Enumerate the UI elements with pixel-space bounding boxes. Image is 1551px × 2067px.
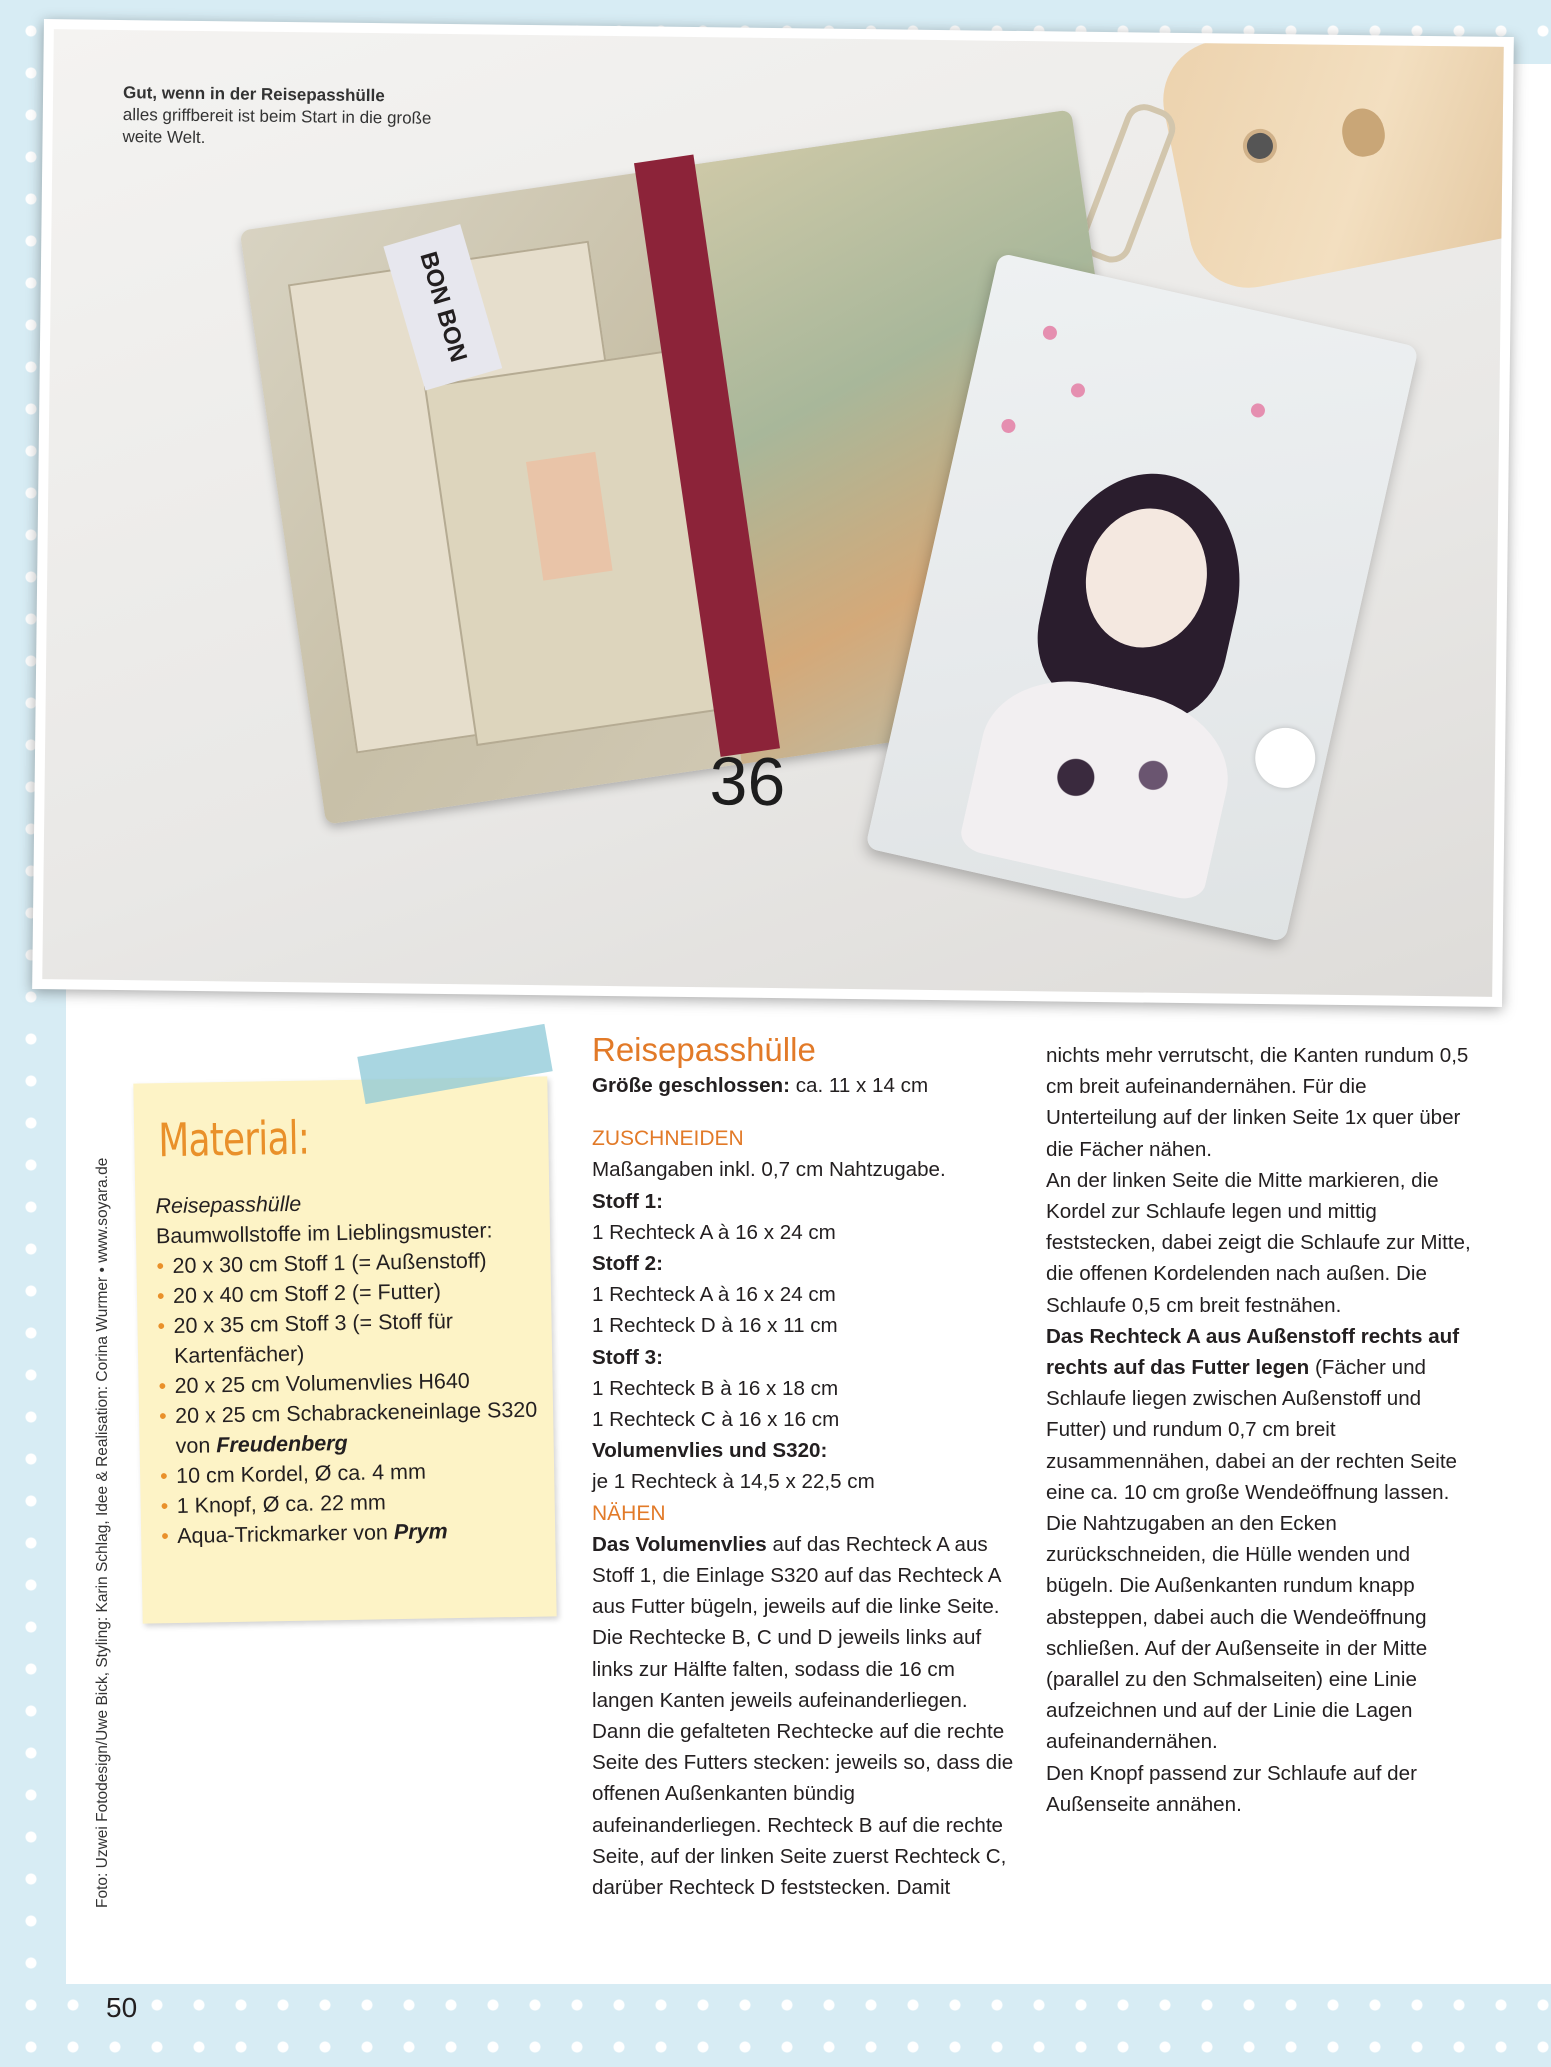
pompom-button — [1249, 722, 1321, 794]
photo-credit: Foto: Uzwei Fotodesign/Uwe Bick, Styling: Karin Schlag, Idee & Realisation: Corina Wurmer • www.soyara.de — [94, 1157, 111, 1908]
section-heading-naehen: NÄHEN — [592, 1501, 666, 1525]
stoff2-label: Stoff 2: — [592, 1252, 663, 1276]
material-item — [161, 1515, 541, 1552]
vlies-label: Volumenvlies und S320: — [592, 1439, 828, 1463]
material-item: • 20 x 40 cm Stoff 2 (= Futter) — [157, 1275, 537, 1312]
stoff3-label: Stoff 3: — [592, 1345, 663, 1369]
size-line — [592, 1070, 1022, 1101]
smartphone-image — [1153, 29, 1504, 298]
photo-scene — [42, 29, 1503, 997]
blossom-dot — [1042, 324, 1059, 341]
caption-bold: Gut, wenn in der Reisepasshülle — [122, 83, 385, 106]
vlies-line: je 1 Rechteck à 14,5 x 22,5 cm — [592, 1470, 875, 1494]
material-items — [156, 1245, 541, 1552]
paragraph-2: nichts mehr verrutscht, die Kanten rundum 0,5 cm breit aufeinandernähen. Für die Unterteilung auf der linken Seite 1x quer über die Fächer nähen. — [1046, 1044, 1469, 1161]
material-item-text: 20 x 25 cm Schabrackeneinlage S320 von — [174, 1397, 538, 1458]
material-title: Material: — [157, 1110, 310, 1168]
apple-logo-icon — [1338, 105, 1389, 160]
size-label: Größe geschlossen: — [592, 1074, 790, 1097]
zuschneiden-note: Maßangaben inkl. 0,7 cm Nahtzugabe. — [592, 1158, 946, 1182]
paragraph-5: Den Knopf passend zur Schlaufe auf der Außenseite annähen. — [1046, 1761, 1417, 1816]
camera-icon — [1240, 126, 1280, 166]
material-note — [133, 1076, 556, 1623]
stoff2-line: 1 Rechteck A à 16 x 24 cm — [592, 1283, 836, 1307]
brand-name: Freudenberg — [216, 1430, 348, 1458]
size-value: ca. 11 x 14 cm — [795, 1074, 929, 1097]
blossom-dot — [1070, 382, 1087, 399]
p1-text: auf das Rechteck A aus Stoff 1, die Einlage S320 auf das Rechteck A aus Futter bügeln, jeweils auf die linke Seite. Die Rechtecke B, C und D jeweils links auf links zur Hälfte falten, sodass die 16 cm langen Kanten jeweils aufeinanderliegen. Dann die gefalteten Rechtecke auf die rechte Seite des Futters stecken: jeweils so, dass die offenen Außenkanten bündig aufeinanderliegen. Rechteck B auf die rechte Seite, auf der linken Seite zuerst Rechteck C, darüber Rechteck D feststecken. Damit — [592, 1532, 1014, 1900]
paragraph-3: An der linken Seite die Mitte markieren, die Kordel zur Schlaufe legen und mittig feststecken, dabei zeigt die Schlaufe zur Mitte, die offenen Kordelenden nach außen. Die Schlaufe 0,5 cm breit festnähen. — [1046, 1168, 1471, 1317]
article-title: Reisepasshülle — [592, 1031, 816, 1068]
project-number: 36 — [709, 743, 786, 821]
section-heading-zuschneiden: ZUSCHNEIDEN — [592, 1127, 744, 1151]
blossom-dot — [1000, 418, 1017, 435]
photo-caption — [122, 82, 453, 152]
brand-name: Prym — [393, 1519, 448, 1545]
material-item: • 20 x 25 cm Volumenvlies H640 — [158, 1365, 538, 1402]
material-list — [155, 1185, 541, 1552]
blossom-dot — [1250, 402, 1267, 419]
material-item — [159, 1395, 540, 1462]
article-column-1 — [592, 1030, 1022, 1903]
article-column-2 — [1046, 1040, 1476, 1820]
p4-lead: Das Rechteck A aus Außenstoff rechts auf rechts auf das Futter legen — [1046, 1324, 1460, 1380]
stoff3-line: 1 Rechteck C à 16 x 16 cm — [592, 1408, 840, 1432]
material-item: • 1 Knopf, Ø ca. 22 mm — [160, 1485, 540, 1522]
paragraph-4 — [1046, 1321, 1476, 1758]
paragraph-1 — [592, 1529, 1022, 1903]
bonbon-card: BON BON — [383, 224, 502, 390]
p1-lead: Das Volumenvlies — [592, 1532, 767, 1556]
product-photo — [32, 19, 1514, 1007]
material-subtitle: Reisepasshülle — [155, 1191, 302, 1219]
stoff3-line: 1 Rechteck B à 16 x 18 cm — [592, 1376, 839, 1400]
page-number: 50 — [106, 1992, 138, 2023]
material-item: • 10 cm Kordel, Ø ca. 4 mm — [160, 1455, 540, 1492]
stoff1-line: 1 Rechteck A à 16 x 24 cm — [592, 1220, 836, 1244]
stoff1-label: Stoff 1: — [592, 1189, 663, 1213]
cord-loop — [1075, 98, 1181, 268]
stoff2-line: 1 Rechteck D à 16 x 11 cm — [592, 1314, 838, 1338]
material-item-text: Aqua-Trickmarker von — [177, 1520, 389, 1548]
p4-text: (Fächer und Schlaufe liegen zwischen Außenstoff und Futter) und rundum 0,7 cm breit zusammennähen, dabei an der rechten Seite eine ca. 10 cm große Wendeöffnung lassen. Die Nahtzugaben an den Ecken zurückschneiden, die Hülle wenden und bügeln. Die Außenkanten rundum knapp absteppen, dabei auch die Wendeöffnung schließen. Auf der Außenseite in der Mitte (parallel zu den Schmalseiten) eine Linie aufzeichnen und auf der Linie die Lagen aufeinandernähen. — [1046, 1356, 1458, 1754]
material-item: • 20 x 35 cm Stoff 3 (= Stoff für Kartenfächer) — [157, 1305, 538, 1372]
caption-text: alles griffbereit ist beim Start in die große weite Welt. — [122, 105, 432, 148]
material-item: • 20 x 30 cm Stoff 1 (= Außenstoff) — [156, 1245, 536, 1282]
material-intro: Baumwollstoffe im Lieblingsmuster: — [155, 1218, 493, 1249]
